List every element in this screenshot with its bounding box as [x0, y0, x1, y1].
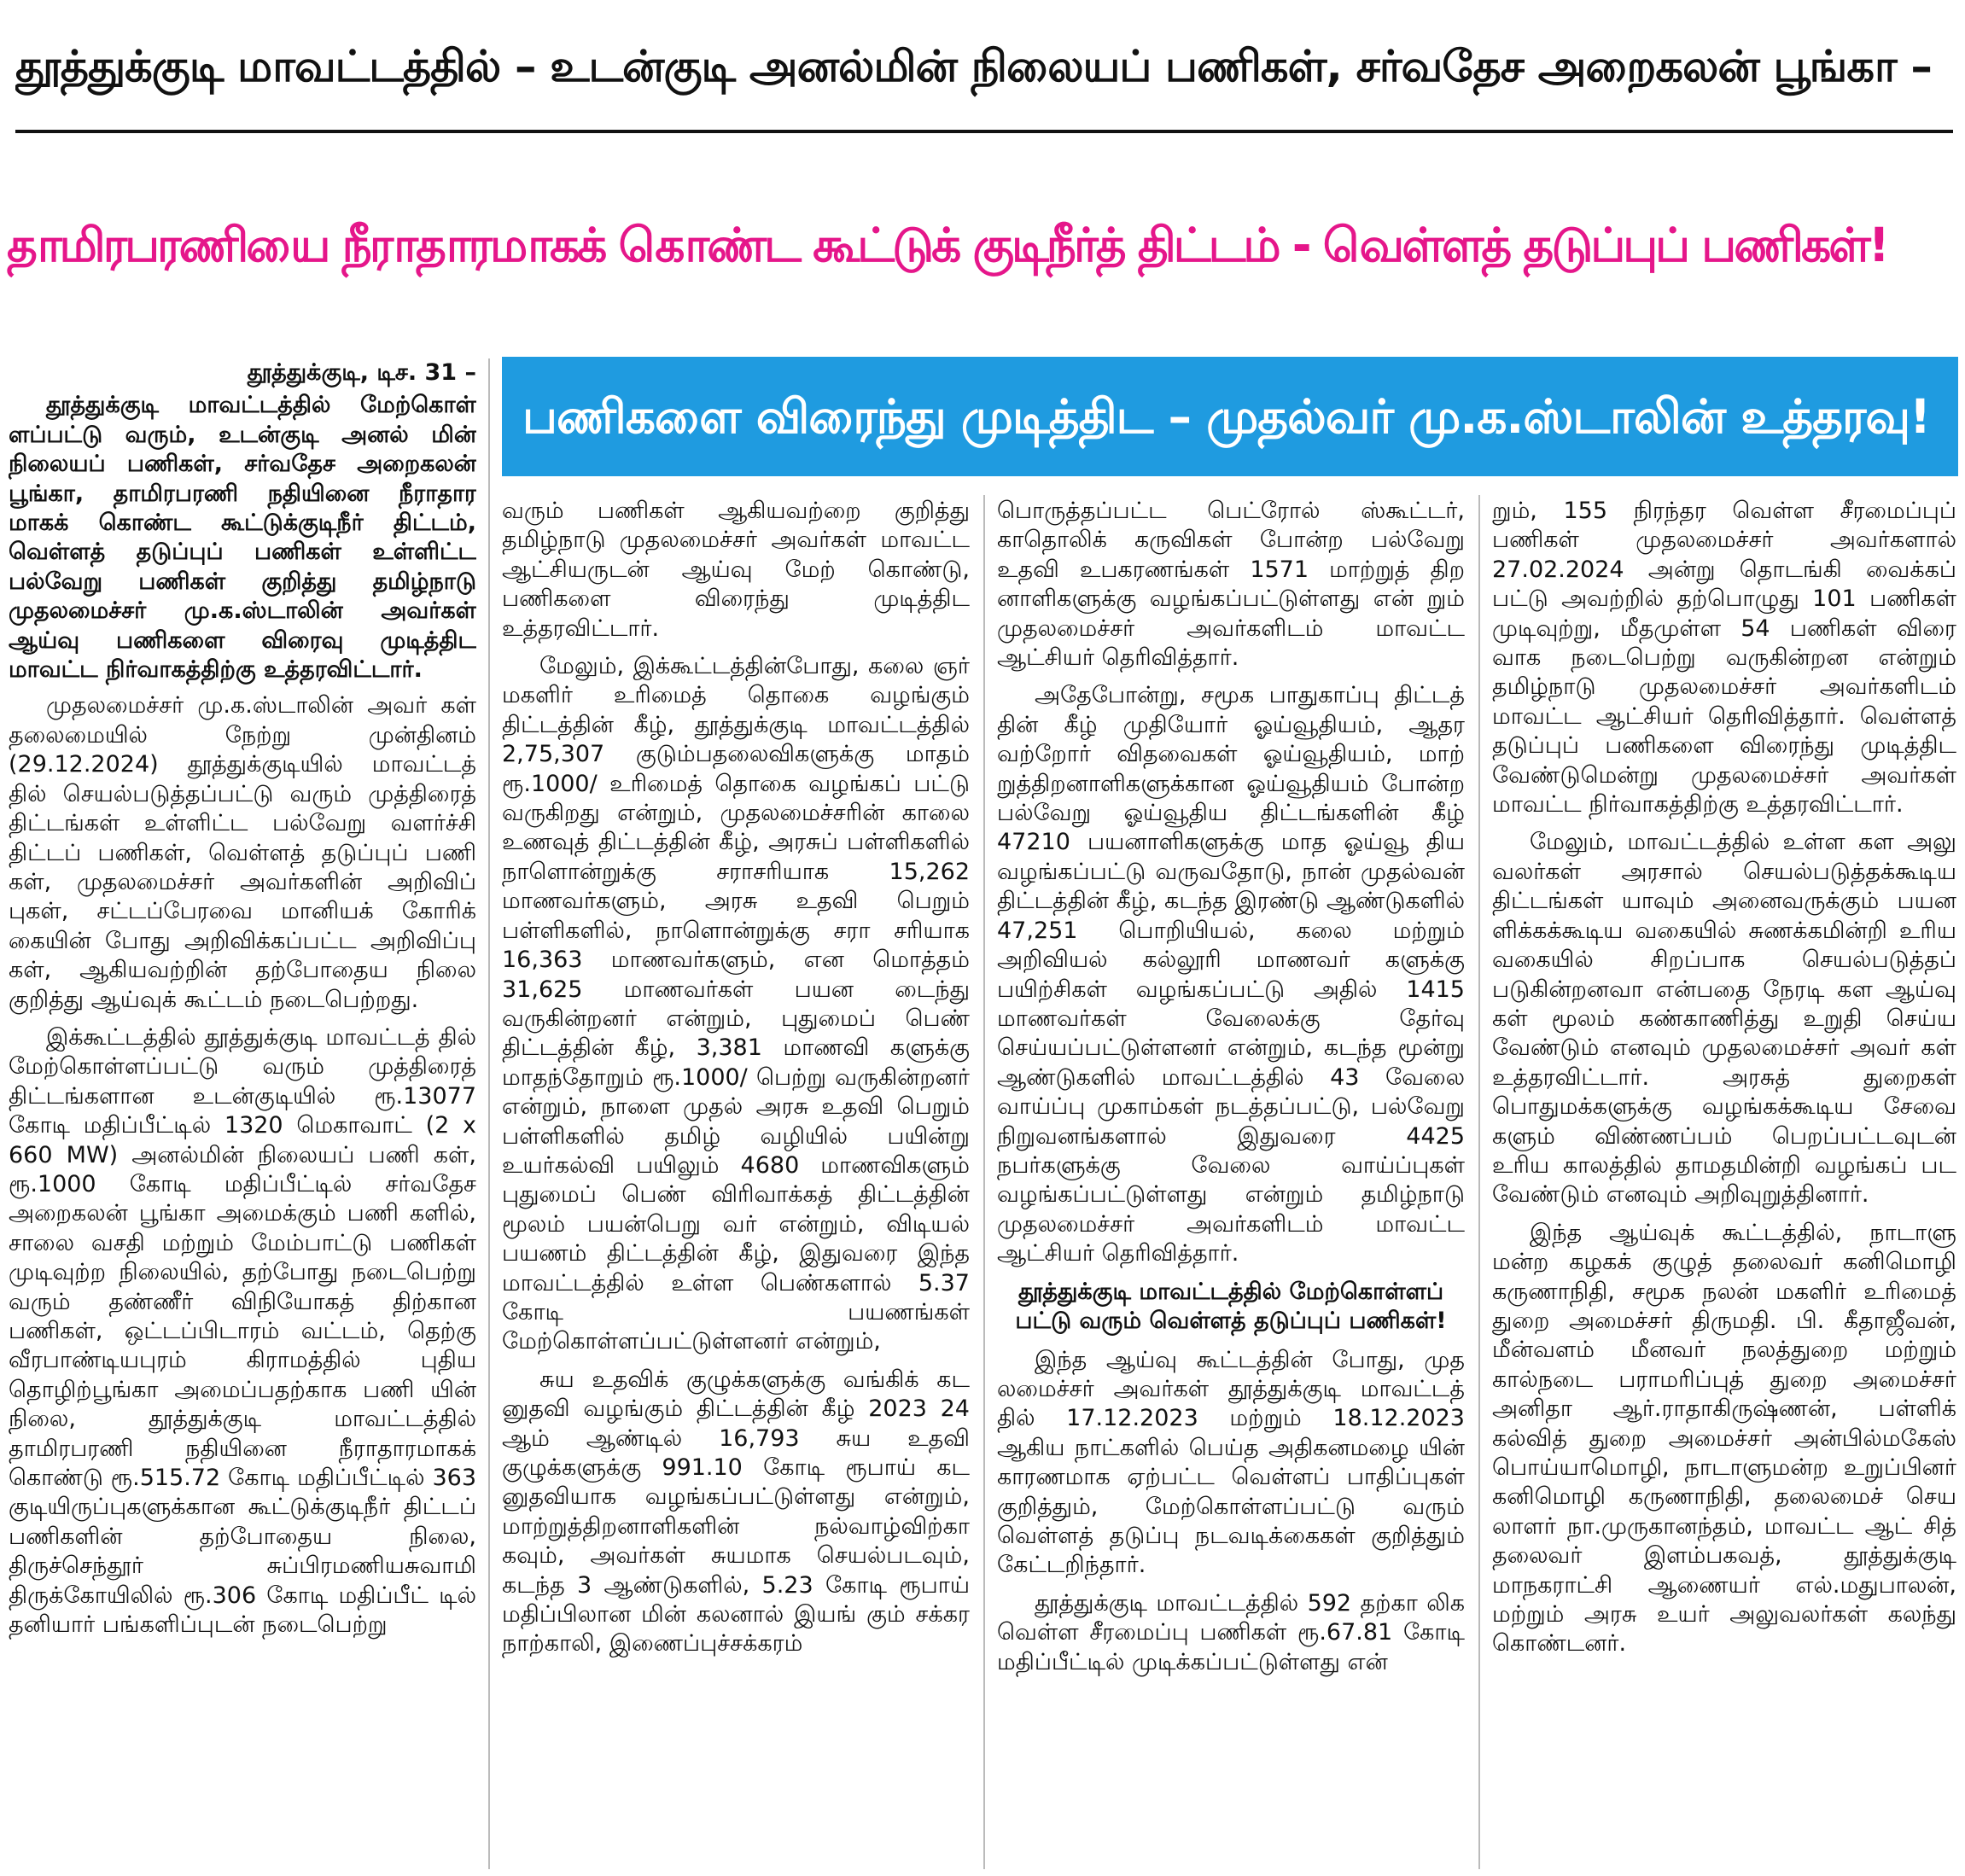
column-divider	[983, 495, 985, 1869]
body-paragraph: சுய உதவிக் குழுக்களுக்கு வங்கிக் கட னுதவி வழங்கும் திட்டத்தின் கீழ் 2023 24 ஆம் ஆண்டில் 16,793 சுய உதவி குழுக்களுக்கு 991.10 கோடி ரூபாய் கட னுதவியாக வழங்கப்பட்டுள்ளது என்றும், மாற்றுத்திறனாளிகளின் நல்வாழ்விற்கா கவும், அவர்கள் சுயமாக செயல்படவும், கடந்த 3 ஆண்டுகளில், 5.23 கோடி ரூபாய் மதிப்பிலான மின் கலனால் இயங் கும் சக்கர நாற்காலி, இணைப்புச்சக்கரம்	[502, 1366, 970, 1658]
body-paragraph: றும், 155 நிரந்தர வெள்ள சீரமைப்புப் பணிகள் முதலமைச்சர் அவர்களால் 27.02.2024 அன்று தொடங்கி வைக்கப் பட்டு அவற்றில் தற்பொழுது 101 பணிகள் முடிவுற்று, மீதமுள்ள 54 பணிகள் விரை வாக நடைபெற்று வருகின்றன என்றும் தமிழ்நாடு முதலமைச்சர் அவர்களிடம் மாவட்ட ஆட்சியர் தெரிவித்தார். வெள்ளத் தடுப்புப் பணிகளை விரைந்து முடித்திட வேண்டுமென்று முதலமைச்சர் அவர்கள் மாவட்ட நிர்வாகத்திற்கு உத்தரவிட்டார்.	[1492, 498, 1956, 819]
kicker-headline: தூத்துக்குடி மாவட்டத்தில் – உடன்குடி அனல்மின் நிலையப் பணிகள், சர்வதேச அறைகலன் பூங்கா –	[15, 12, 1953, 133]
body-paragraph: இந்த ஆய்வு கூட்டத்தின் போது, முத லமைச்சர் அவர்கள் தூத்துக்குடி மாவட்டத் தில் 17.12.2023 மற்றும் 18.12.2023 ஆகிய நாட்களில் பெய்த அதிகனமழை யின் காரணமாக ஏற்பட்ட வெள்ளப் பாதிப்புகள் குறித்தும், மேற்கொள்ளப்பட்டு வரும் வெள்ளத் தடுப்பு நடவடிக்கைகள் குறித்தும் கேட்டறிந்தார்.	[997, 1346, 1465, 1579]
body-paragraph: தூத்துக்குடி மாவட்டத்தில் 592 தற்கா லிக வெள்ள சீரமைப்பு பணிகள் ரூ.67.81 கோடி மதிப்பீட்டில் முடிக்கப்பட்டுள்ளது என்	[997, 1589, 1465, 1675]
lead-paragraph: தூத்துக்குடி மாவட்டத்தில் மேற்கொள் ளப்பட்டு வரும், உடன்குடி அனல் மின் நிலையப் பணிகள், சர்வதேச அறைகலன் பூங்கா, தாமிரபரணி நதியினை நீராதார மாகக் கொண்ட கூட்டுக்குடிநீர் திட்டம், வெள்ளத் தடுப்புப் பணிகள் உள்ளிட்ட பல்வேறு பணிகள் குறித்து தமிழ்நாடு முதலமைச்சர் மு.க.ஸ்டாலின் அவர்கள் ஆய்வு பணிகளை விரைவு முடித்திட மாவட்ட நிர்வாகத்திற்கு உத்தரவிட்டார்.	[9, 392, 476, 684]
body-paragraph: இக்கூட்டத்தில் தூத்துக்குடி மாவட்டத் தில் மேற்கொள்ளப்பட்டு வரும் முத்திரைத் திட்டங்களான உடன்குடியில் ரூ.13077 கோடி மதிப்பீட்டில் 1320 மெகாவாட் (2 x 660 MW) அனல்மின் நிலையப் பணி கள், ரூ.1000 கோடி மதிப்பீட்டில் சர்வதேச அறைகலன் பூங்கா அமைக்கும் பணி களில், சாலை வசதி மற்றும் மேம்பாட்டு பணிகள் முடிவுற்ற நிலையில், தற்போது நடைபெற்று வரும் தண்ணீர் விநியோகத் திற்கான பணிகள், ஒட்டப்பிடாரம் வட்டம், தெற்கு வீரபாண்டியபுரம் கிராமத்தில் புதிய தொழிற்பூங்கா அமைப்பதற்காக பணி யின் நிலை, தூத்துக்குடி மாவட்டத்தில் தாமிரபரணி நதியினை நீராதாரமாகக் கொண்டு ரூ.515.72 கோடி மதிப்பீட்டில் 363 குடியிருப்புகளுக்கான கூட்டுக்குடிநீர் திட்டப் பணிகளின் தற்போதைய நிலை, திருச்செந்தூர் சுப்பிரமணியசுவாமி திருக்கோயிலில் ரூ.306 கோடி மதிப்பீட் டில் தனியார் பங்களிப்புடன் நடைபெற்று	[9, 1023, 476, 1639]
article-column-3	[997, 497, 1465, 1869]
column-divider	[1478, 495, 1480, 1869]
body-paragraph: வரும் பணிகள் ஆகியவற்றை குறித்து தமிழ்நாடு முதலமைச்சர் அவர்கள் மாவட்ட ஆட்சியருடன் ஆய்வு மேற் கொண்டு, பணிகளை விரைந்து முடித்திட உத்தரவிட்டார்.	[502, 498, 970, 642]
body-paragraph: முதலமைச்சர் மு.க.ஸ்டாலின் அவர் கள் தலைமையில் நேற்று முன்தினம் (29.12.2024) தூத்துக்குடியில் மாவட்டத் தில் செயல்படுத்தப்பட்டு வரும் முத்திரைத் திட்டங்கள் உள்ளிட்ட பல்வேறு வளர்ச்சி திட்டப் பணிகள், வெள்ளத் தடுப்புப் பணி கள், முதலமைச்சர் அவர்களின் அறிவிப் புகள், சட்டப்பேரவை மானியக் கோரிக் கையின் போது அறிவிக்கப்பட்ட அறிவிப்பு கள், ஆகியவற்றின் தற்போதைய நிலை குறித்து ஆய்வுக் கூட்டம் நடைபெற்றது.	[9, 692, 476, 1013]
body-paragraph: மேலும், இக்கூட்டத்தின்போது, கலை ஞர் மகளிர் உரிமைத் தொகை வழங்கும் திட்டத்தின் கீழ், தூத்துக்குடி மாவட்டத்தில் 2,75,307 குடும்பதலைவிகளுக்கு மாதம் ரூ.1000/ உரிமைத் தொகை வழங்கப் பட்டு வருகிறது என்றும், முதலமைச்சரின் காலை உணவுத் திட்டத்தின் கீழ், அரசுப் பள்ளிகளில் நாளொன்றுக்கு சராசரியாக 15,262 மாணவர்களும், அரசு உதவி பெறும் பள்ளிகளில், நாளொன்றுக்கு சரா சரியாக 16,363 மாணவர்களும், என மொத்தம் 31,625 மாணவர்கள் பயன டைந்து வருகின்றனர் என்றும், புதுமைப் பெண் திட்டத்தின் கீழ், 3,381 மாணவி களுக்கு மாதந்தோறும் ரூ.1000/ பெற்று வருகின்றனர் என்றும், நாளை முதல் அரசு உதவி பெறும் பள்ளிகளில் தமிழ் வழியில் பயின்று உயர்கல்வி பயிலும் 4680 மாணவிகளும் புதுமைப் பெண் விரிவாக்கத் திட்டத்தின் மூலம் பயன்பெறு வர் என்றும், விடியல் பயணம் திட்டத்தின் கீழ், இதுவரை இந்த மாவட்டத்தில் உள்ள பெண்களால் 5.37 கோடி பயணங்கள் மேற்கொள்ளப்பட்டுள்ளனர் என்றும்,	[502, 653, 970, 1355]
article-column-2	[502, 497, 970, 1869]
column-divider	[488, 358, 490, 1869]
article-column-1	[9, 358, 476, 1869]
body-paragraph: பொருத்தப்பட்ட பெட்ரோல் ஸ்கூட்டர், காதொலிக் கருவிகள் போன்ற பல்வேறு உதவி உபகரணங்கள் 1571 மாற்றுத் திற னாளிகளுக்கு வழங்கப்பட்டுள்ளது என் றும் முதலமைச்சர் அவர்களிடம் மாவட்ட ஆட்சியர் தெரிவித்தார்.	[997, 498, 1465, 672]
body-paragraph: அதேபோன்று, சமூக பாதுகாப்பு திட்டத் தின் கீழ் முதியோர் ஓய்வூதியம், ஆதர வற்றோர் விதவைகள் ஓய்வூதியம், மாற் றுத்திறனாளிகளுக்கான ஓய்வூதியம் போன்ற பல்வேறு ஓய்வூதிய திட்டங்களின் கீழ் 47210 பயனாளிகளுக்கு மாத ஓய்வூ திய வழங்கப்பட்டு வருவதோடு, நான் முதல்வன் திட்டத்தின் கீழ், கடந்த இரண்டு ஆண்டுகளில் 47,251 பொறியியல், கலை மற்றும் அறிவியல் கல்லூரி மாணவர் களுக்கு பயிற்சிகள் வழங்கப்பட்டு அதில் 1415 மாணவர்கள் வேலைக்கு தேர்வு செய்யப்பட்டுள்ளனர் என்றும், கடந்த மூன்று ஆண்டுகளில் மாவட்டத்தில் 43 வேலை வாய்ப்பு முகாம்கள் நடத்தப்பட்டு, பல்வேறு நிறுவனங்களால் இதுவரை 4425 நபர்களுக்கு வேலை வாய்ப்புகள் வழங்கப்பட்டுள்ளது என்றும் தமிழ்நாடு முதலமைச்சர் அவர்களிடம் மாவட்ட ஆட்சியர் தெரிவித்தார்.	[997, 682, 1465, 1267]
body-paragraph: மேலும், மாவட்டத்தில் உள்ள கள அலு வலர்கள் அரசால் செயல்படுத்தக்கூடிய திட்டங்கள் யாவும் அனைவருக்கும் பயன ளிக்கக்கூடிய வகையில் சுணக்கமின்றி உரிய வகையில் சிறப்பாக செயல்படுத்தப் படுகின்றனவா என்பதை நேரடி கள ஆய்வு கள் மூலம் கண்காணித்து உறுதி செய்ய வேண்டும் எனவும் முதலமைச்சர் அவர் கள் உத்தரவிட்டார். அரசுத் துறைகள் பொதுமக்களுக்கு வழங்கக்கூடிய சேவை களும் விண்ணப்பம் பெறப்பட்டவுடன் உரிய காலத்தில் தாமதமின்றி வழங்கப் பட வேண்டும் எனவும் அறிவுறுத்தினார்.	[1492, 829, 1956, 1209]
section-subheading: தூத்துக்குடி மாவட்டத்தில் மேற்கொள்ளப் பட்டு வரும் வெள்ளத் தடுப்புப் பணிகள்!	[1015, 1278, 1447, 1334]
subheadline-banner: பணிகளை விரைந்து முடித்திட – முதல்வர் மு.க.ஸ்டாலின் உத்தரவு!	[502, 357, 1958, 476]
article-column-4	[1492, 497, 1956, 1869]
dateline: தூத்துக்குடி, டிச. 31 –	[247, 359, 476, 386]
main-headline: தாமிரபரணியை நீராதாரமாகக் கொண்ட கூட்டுக் குடிநீர்த் திட்டம் - வெள்ளத் தடுப்புப் பணிகள்!	[7, 218, 1887, 272]
body-paragraph: இந்த ஆய்வுக் கூட்டத்தில், நாடாளு மன்ற கழகக் குழுத் தலைவர் கனிமொழி கருணாநிதி, சமூக நலன் மகளிர் உரிமைத் துறை அமைச்சர் திருமதி. பி. கீதாஜீவன், மீன்வளம் மீனவர் நலத்துறை மற்றும் கால்நடை பராமரிப்புத் துறை அமைச்சர் அனிதா ஆர்.ராதாகிருஷ்ணன், பள்ளிக் கல்வித் துறை அமைச்சர் அன்பில்மகேஸ் பொய்யாமொழி, நாடாளுமன்ற உறுப்பினர் கனிமொழி கருணாநிதி, தலைமைச் செய லாளர் நா.முருகானந்தம், மாவட்ட ஆட் சித் தலைவர் இளம்பகவத், தூத்துக்குடி மாநகராட்சி ஆணையர் எல்.மதுபாலன், மற்றும் அரசு உயர் அலுவலர்கள் கலந்து கொண்டனர்.	[1492, 1219, 1956, 1658]
